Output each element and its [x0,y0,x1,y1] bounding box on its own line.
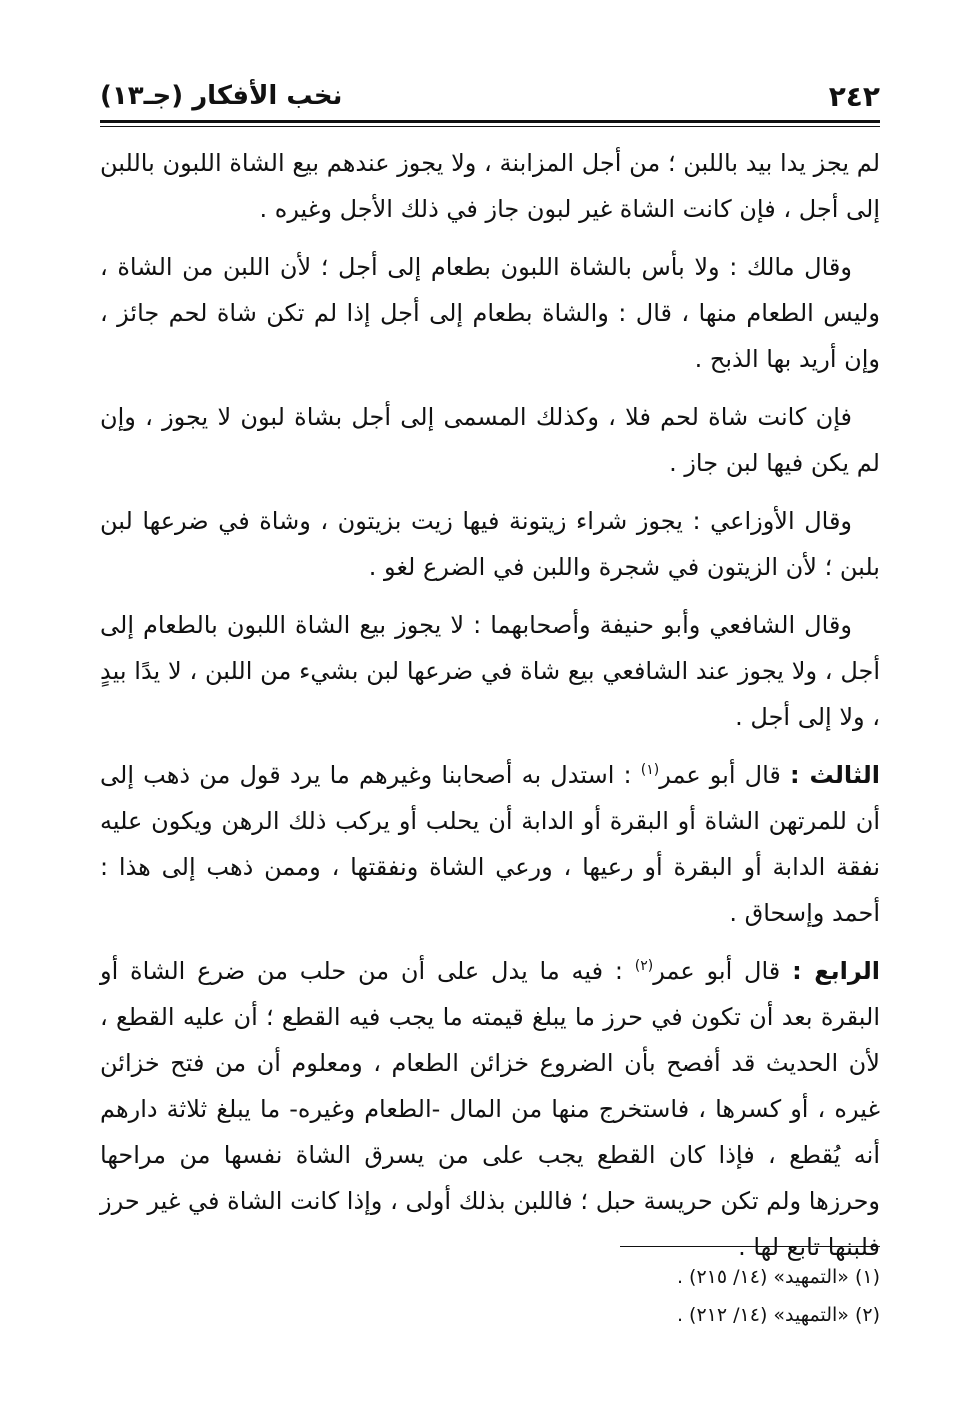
section-lead: الرابع : [792,957,881,985]
footnote: (٢) «التمهيد» (١٤/ ٢١٢) . [676,1304,880,1326]
header-rule [100,120,880,123]
paragraph [100,140,880,232]
header-rule-thin [100,126,880,127]
page-number: ٢٤٢ [828,79,880,113]
paragraph-text: قال أبو عمر [653,957,793,985]
running-title: نخب الأفكار (جـ١٣) [100,81,343,111]
footnote-ref[interactable]: (١) [640,762,660,778]
paragraph [100,498,880,590]
footnote-rule [620,1246,880,1247]
footnotes [100,1258,880,1334]
paragraph-text: وقال مالك : ولا بأس بالشاة اللبون بطعام إلى أجل ؛ لأن اللبن من الشاة ، وليس الطعام منها ، قال : والشاة بطعام إلى أجل إذا لم تكن شاة لحم جائز ، وإن أريد بها الذبح . [100,253,880,373]
paragraph-text: فإن كانت شاة لحم فلا ، وكذلك المسمى إلى أجل بشاة لبون لا يجوز ، وإن لم يكن فيها لبن جاز . [100,403,880,477]
page-header [100,74,880,118]
paragraph-text: : فيه ما يدل على أن من حلب من ضرع الشاة أو البقرة بعد أن تكون في حرز ما يبلغ قيمته ما يجب فيه القطع ؛ أن عليه القطع ، لأن الحديث قد أفصح بأن الضروع خزائن الطعام ، ومعلوم أن من فتح خزائن غيره ، أو كسرها ، فاستخرج منها من المال -الطعام وغيره- ما يبلغ ثلاثة دارهم أنه يُقطع ، فإذا كان القطع يجب على من يسرق الشاة نفسها من مراحها وحرزها ولم تكن حريسة حبل ؛ فاللبن بذلك أولى ، وإذا كانت الشاة في غير حرز فلبنها تابع لها . [100,957,880,1261]
paragraph-fourth-point [100,948,880,1270]
paragraph-text: لم يجز يدا بيد باللبن ؛ من أجل المزابنة ، ولا يجوز عندهم بيع الشاة اللبون باللبن إلى أجل ، فإن كانت الشاة غير لبون جاز في ذلك الأجل وغيره . [100,149,880,223]
paragraph-text: : استدل به أصحابنا وغيرهم ما يرد قول من ذهب إلى أن للمرتهن الشاة أو البقرة أو الدابة أن يحلب أو يركب ذلك الرهن ويكون عليه نفقة الدابة أو البقرة أو رعيها ، ورعي الشاة ونفقتها ، وممن ذهب إلى هذا : أحمد وإسحاق . [100,761,880,927]
paragraph [100,602,880,740]
paragraph-third-point [100,752,880,936]
paragraph-text: قال أبو عمر [659,761,791,789]
body-text [100,140,880,1282]
paragraph [100,244,880,382]
paragraph-text: وقال الشافعي وأبو حنيفة وأصحابهما : لا يجوز بيع الشاة اللبون بالطعام إلى أجل ، ولا يجوز عند الشافعي بيع شاة في ضرعها لبن بشيء من اللبن ، لا يدًا بيدٍ ، ولا إلى أجل . [100,611,880,731]
footnote: (١) «التمهيد» (١٤/ ٢١٥) . [676,1266,880,1288]
paragraph-text: وقال الأوزاعي : يجوز شراء زيتونة فيها زيت بزيتون ، وشاة في ضرعها لبن بلبن ؛ لأن الزيتون في شجرة واللبن في الضرع لغو . [100,507,880,581]
paragraph [100,394,880,486]
footnote-ref[interactable]: (٢) [634,958,654,974]
section-lead: الثالث : [790,761,880,789]
